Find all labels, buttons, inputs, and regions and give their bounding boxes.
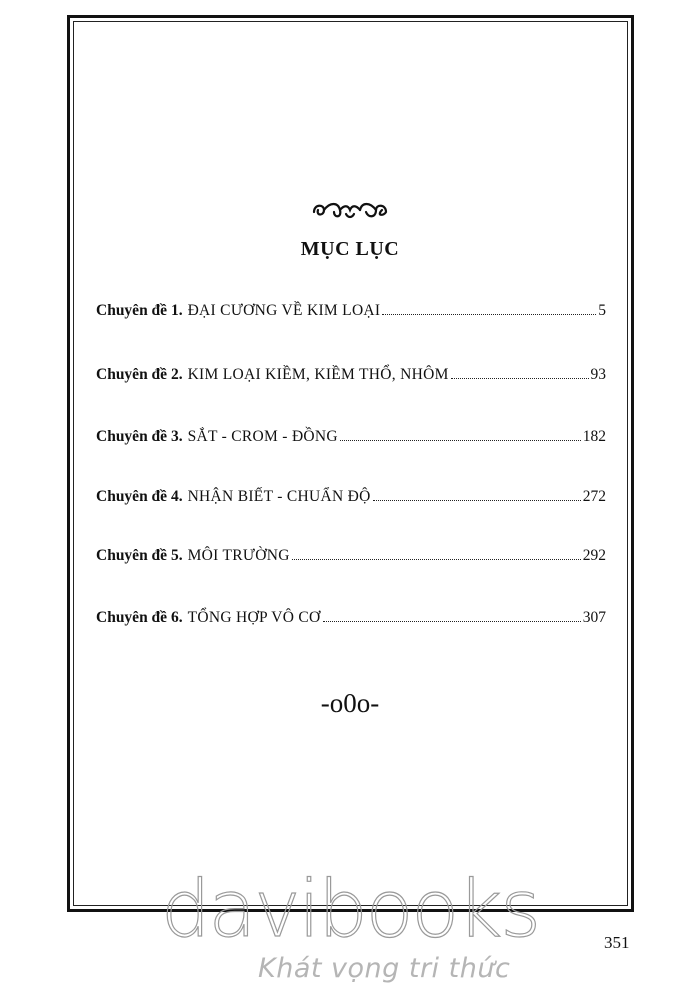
- toc-item-page: 272: [582, 488, 606, 505]
- section-end-mark: -o0o-: [320, 688, 380, 718]
- toc-item[interactable]: [96, 609, 606, 631]
- toc-item-label: Chuyên đề: [96, 428, 168, 445]
- toc-item-number: 4.: [170, 488, 183, 505]
- page-number: 351: [604, 933, 630, 952]
- toc-item-label: Chuyên đề: [96, 302, 168, 319]
- toc-item-title: KIM LOẠI KIỀM, KIỀM THỔ, NHÔM: [187, 366, 449, 383]
- ornament-divider: [310, 200, 390, 220]
- toc-item-number: 2.: [170, 366, 183, 383]
- toc-item[interactable]: [96, 302, 606, 324]
- toc-dot-leader: [451, 366, 589, 379]
- toc-item[interactable]: [96, 547, 606, 569]
- toc-item[interactable]: [96, 428, 606, 450]
- toc-item-label: Chuyên đề: [96, 609, 168, 626]
- toc-dot-leader: [340, 428, 581, 441]
- toc-dot-leader: [373, 488, 581, 501]
- toc-item-number: 5.: [170, 547, 183, 564]
- watermark: [150, 865, 550, 1000]
- toc-item-page: 93: [590, 366, 606, 383]
- toc-item-page: 5: [598, 302, 606, 319]
- toc-item-number: 3.: [170, 428, 183, 445]
- watermark-brand: davibooks: [161, 865, 539, 955]
- toc-item-title: NHẬN BIẾT - CHUẨN ĐỘ: [187, 488, 371, 505]
- toc-dot-leader: [292, 547, 581, 560]
- toc-item-title: TỔNG HỢP VÔ CƠ: [187, 609, 321, 626]
- toc-item-title: ĐẠI CƯƠNG VỀ KIM LOẠI: [187, 302, 381, 319]
- toc-dot-leader: [323, 609, 581, 622]
- toc-item-label: Chuyên đề: [96, 366, 168, 383]
- toc-item-page: 182: [582, 428, 606, 445]
- toc-item-title: SẮT - CROM - ĐỒNG: [187, 428, 338, 445]
- watermark-tagline: Khát vọng tri thức: [258, 953, 511, 984]
- toc-item-page: 292: [582, 547, 606, 564]
- toc-title: MỤC LỤC: [300, 238, 400, 260]
- toc-item-label: Chuyên đề: [96, 488, 168, 505]
- toc-dot-leader: [382, 302, 596, 315]
- toc-item[interactable]: [96, 366, 606, 388]
- toc-item-title: MÔI TRƯỜNG: [187, 547, 290, 564]
- page-frame-inner: [73, 21, 628, 906]
- toc-item-number: 6.: [170, 609, 183, 626]
- toc-item-number: 1.: [170, 302, 183, 319]
- toc-item-page: 307: [582, 609, 606, 626]
- toc-item[interactable]: [96, 488, 606, 510]
- toc-item-label: Chuyên đề: [96, 547, 168, 564]
